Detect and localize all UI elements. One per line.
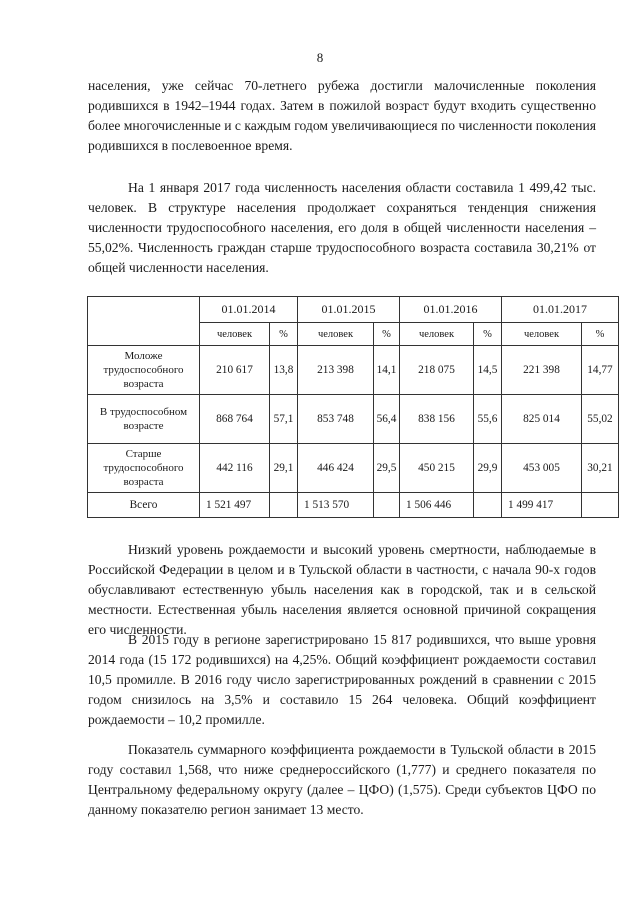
cell-persons: 825 014 bbox=[502, 395, 582, 444]
header-date-cell: 01.01.2016 bbox=[400, 297, 502, 323]
row-label: Всего bbox=[88, 493, 200, 518]
table-row-working-age bbox=[88, 395, 619, 444]
cell-percent: 29,5 bbox=[374, 444, 400, 493]
cell-persons: 210 617 bbox=[200, 346, 270, 395]
cell-persons: 853 748 bbox=[298, 395, 374, 444]
cell-percent: 13,8 bbox=[270, 346, 298, 395]
header-date-cell: 01.01.2017 bbox=[502, 297, 619, 323]
cell-percent: 56,4 bbox=[374, 395, 400, 444]
cell-persons: 213 398 bbox=[298, 346, 374, 395]
header-unit-persons: человек bbox=[298, 323, 374, 346]
table-row-older bbox=[88, 444, 619, 493]
table-row-total bbox=[88, 493, 619, 518]
header-date-cell: 01.01.2015 bbox=[298, 297, 400, 323]
table-header-dates bbox=[88, 297, 619, 323]
cell-persons: 838 156 bbox=[400, 395, 474, 444]
paragraph-fertility-rate: Показатель суммарного коэффициента рождаемости в Тульской области в 2015 году составил 1,568, что ниже среднероссийского (1,777) и среднего показателя по Центральному федеральному округу (далее – ЦФО) (1,575). Среди субъектов ЦФО по данному показателю регион занимает 13 место. bbox=[88, 742, 596, 817]
page-number: 8 bbox=[316, 50, 324, 65]
cell-percent: 14,77 bbox=[582, 346, 619, 395]
paragraph-population-aging: населения, уже сейчас 70-летнего рубежа достигли малочисленные поколения родившихся в 1942–1944 годах. Затем в пожилой возраст будут входить существенно более многочисленные и с каждым годом увеличивающиеся по численности поколения родившихся в послевоенное время. bbox=[88, 78, 596, 153]
row-label: В трудоспособном возрасте bbox=[88, 395, 200, 444]
header-unit-percent: % bbox=[374, 323, 400, 346]
header-unit-percent: % bbox=[474, 323, 502, 346]
cell-percent: 55,02 bbox=[582, 395, 619, 444]
table-corner-cell bbox=[88, 297, 200, 346]
paragraph-population-2017: На 1 января 2017 года численность населения области составила 1 499,42 тыс. человек. В структуре населения продолжает сохраняться тенденция снижения численности трудоспособного населения, его доля в общей численности населения – 55,02%. Численность граждан старше трудоспособного возраста составила 30,21% от общей численности населения. bbox=[88, 180, 596, 275]
header-date-cell: 01.01.2014 bbox=[200, 297, 298, 323]
cell-percent: 29,9 bbox=[474, 444, 502, 493]
paragraph-natural-decline: Низкий уровень рождаемости и высокий уровень смертности, наблюдаемые в Российской Федерации в целом и в Тульской области в частности, с начала 90-х годов обуславливают естественную убыль населения как в городской, так и в сельской местности. Естественная убыль населения является основной причиной сокращения его численности. bbox=[88, 542, 596, 637]
cell-percent: 55,6 bbox=[474, 395, 502, 444]
header-unit-percent: % bbox=[582, 323, 619, 346]
header-unit-persons: человек bbox=[200, 323, 270, 346]
cell-persons: 450 215 bbox=[400, 444, 474, 493]
total-persons: 1 513 570 bbox=[298, 493, 374, 518]
cell-percent: 29,1 bbox=[270, 444, 298, 493]
cell-percent: 30,21 bbox=[582, 444, 619, 493]
cell-persons: 442 116 bbox=[200, 444, 270, 493]
population-structure-table bbox=[87, 296, 619, 518]
table-row-younger bbox=[88, 346, 619, 395]
cell-persons: 868 764 bbox=[200, 395, 270, 444]
total-percent-empty bbox=[270, 493, 298, 518]
row-label: Моложе трудоспособного возраста bbox=[88, 346, 200, 395]
row-label: Старше трудоспособного возраста bbox=[88, 444, 200, 493]
header-unit-percent: % bbox=[270, 323, 298, 346]
total-percent-empty bbox=[474, 493, 502, 518]
paragraph-birth-rate: В 2015 году в регионе зарегистрировано 15 817 родившихся, что выше уровня 2014 года (15 172 родившихся) на 4,25%. Общий коэффициент рождаемости составил 10,5 промилле. В 2016 году число зарегистрированных рождений в сравнении с 2015 годом снизилось на 3,5% и составило 15 264 человека. Общий коэффициент рождаемости – 10,2 промилле. bbox=[88, 632, 596, 727]
total-persons: 1 521 497 bbox=[200, 493, 270, 518]
total-persons: 1 506 446 bbox=[400, 493, 474, 518]
header-unit-persons: человек bbox=[502, 323, 582, 346]
cell-percent: 14,1 bbox=[374, 346, 400, 395]
cell-persons: 218 075 bbox=[400, 346, 474, 395]
cell-persons: 221 398 bbox=[502, 346, 582, 395]
header-unit-persons: человек bbox=[400, 323, 474, 346]
cell-persons: 453 005 bbox=[502, 444, 582, 493]
total-percent-empty bbox=[582, 493, 619, 518]
total-persons: 1 499 417 bbox=[502, 493, 582, 518]
total-percent-empty bbox=[374, 493, 400, 518]
cell-percent: 57,1 bbox=[270, 395, 298, 444]
cell-percent: 14,5 bbox=[474, 346, 502, 395]
cell-persons: 446 424 bbox=[298, 444, 374, 493]
